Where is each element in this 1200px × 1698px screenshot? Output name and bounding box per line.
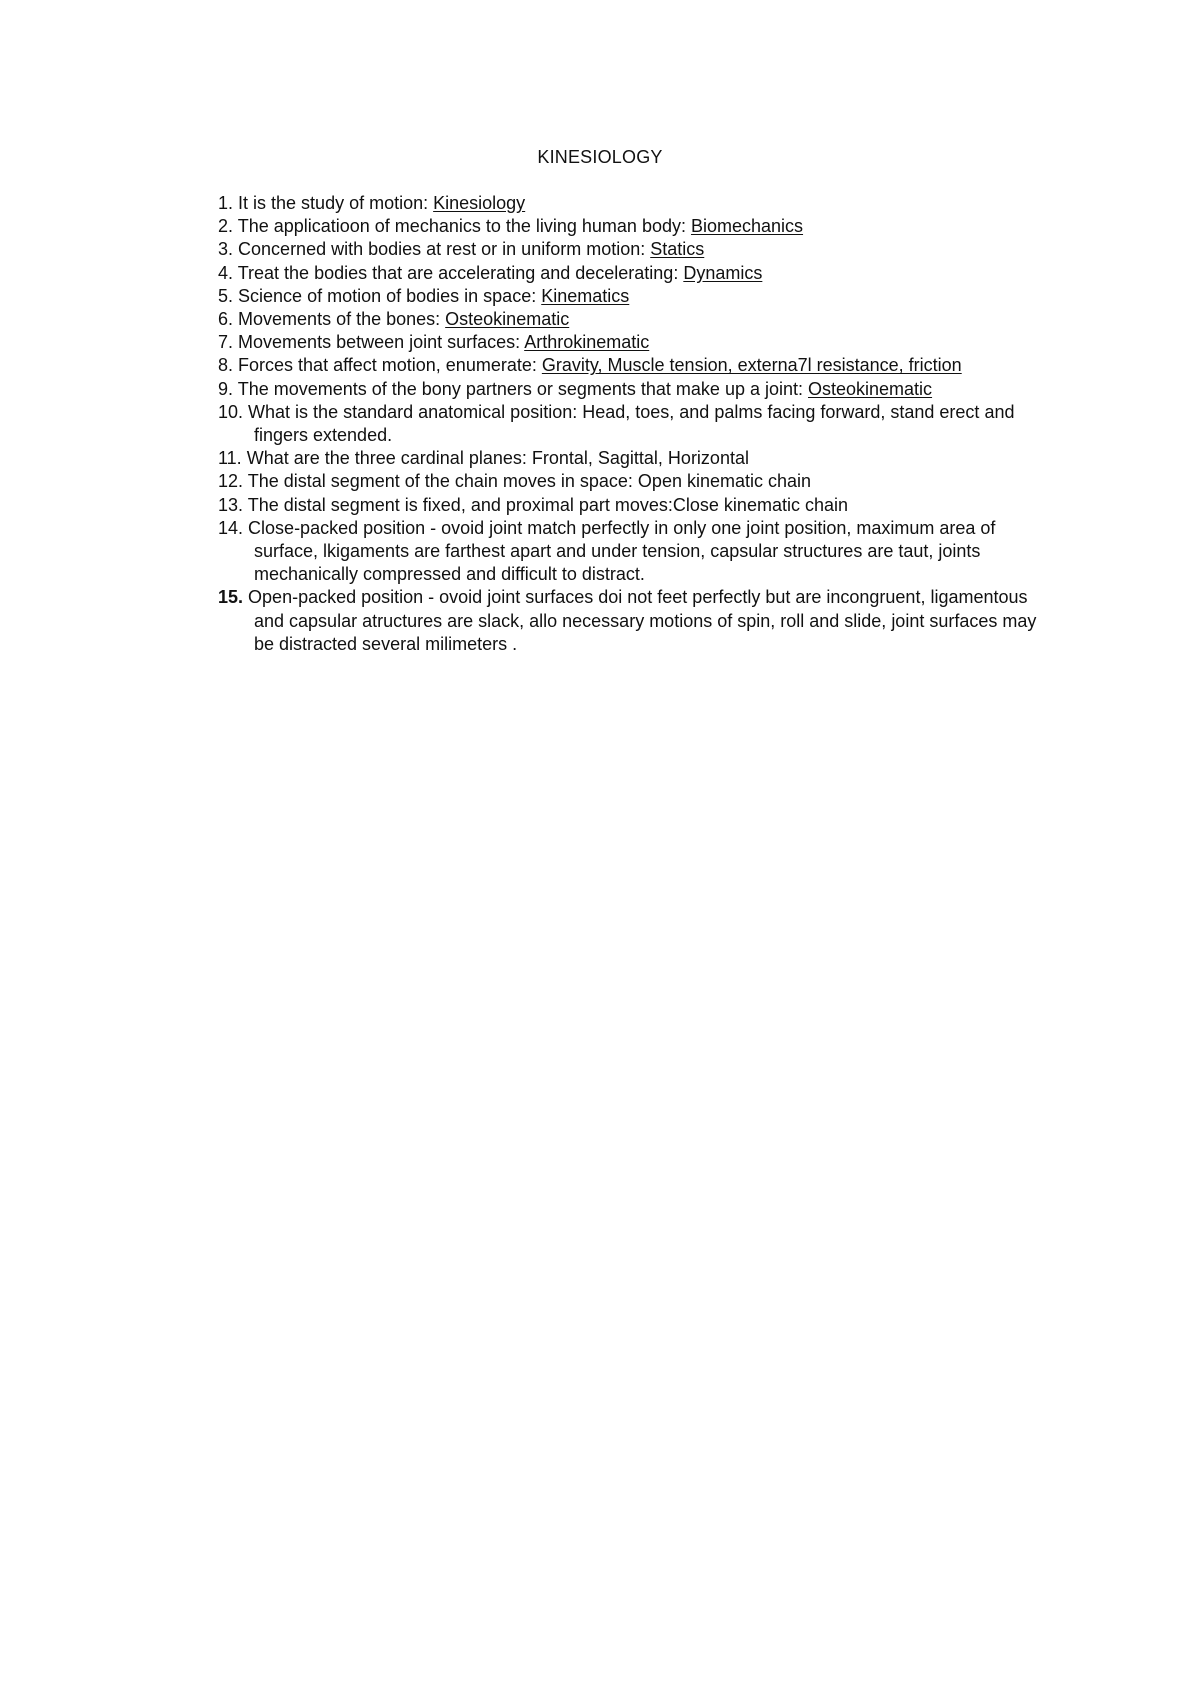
- item-answer: Gravity, Muscle tension, externa7l resistance, friction: [541, 355, 962, 376]
- list-item: [218, 401, 1048, 447]
- item-text: What are the three cardinal planes: Frontal, Sagittal, Horizontal: [246, 448, 749, 469]
- list-item: [218, 378, 1048, 401]
- item-answer: Arthrokinematic: [524, 332, 650, 353]
- list-item: [218, 192, 1048, 215]
- item-number: 12.: [218, 471, 244, 492]
- item-text: It is the study of motion:: [238, 193, 434, 213]
- question-list: [218, 192, 1048, 656]
- item-number: 2.: [218, 216, 234, 237]
- item-number: 5.: [218, 285, 234, 306]
- list-item: [218, 215, 1048, 238]
- document-title: KINESIOLOGY: [537, 147, 663, 167]
- list-item: [218, 517, 1048, 587]
- item-text: Movements of the bones:: [238, 309, 446, 330]
- list-item: [218, 262, 1048, 285]
- item-number: 11.: [218, 448, 242, 469]
- item-number: 1.: [218, 193, 234, 213]
- item-text: The distal segment is fixed, and proximal part moves:Close kinematic chain: [247, 494, 848, 515]
- list-item: [218, 354, 1048, 377]
- item-number: 14.: [218, 517, 244, 538]
- item-text: Movements between joint surfaces:: [238, 332, 525, 353]
- item-number: 7.: [218, 332, 234, 353]
- item-text: Concerned with bodies at rest or in uniform motion:: [238, 239, 651, 260]
- item-number: 4.: [218, 262, 234, 283]
- item-number: 8.: [218, 355, 234, 376]
- list-item: [218, 586, 1048, 656]
- item-text: The applicatioon of mechanics to the living human body:: [237, 216, 691, 237]
- item-number: 3.: [218, 239, 234, 260]
- item-number: 6.: [218, 309, 234, 330]
- item-answer: Osteokinematic: [808, 378, 933, 399]
- list-item: [218, 331, 1048, 354]
- list-item: [218, 308, 1048, 331]
- item-answer: Dynamics: [683, 262, 763, 283]
- item-answer: Biomechanics: [690, 216, 804, 237]
- item-text: What is the standard anatomical position: Head, toes, and palms facing forward, stand erect and fingers extended.: [248, 401, 1015, 446]
- item-number: 9.: [218, 378, 234, 399]
- item-answer: Osteokinematic: [445, 309, 570, 330]
- item-answer: Kinematics: [541, 285, 630, 306]
- list-item: [218, 470, 1048, 493]
- list-item: [218, 447, 1048, 470]
- item-text: Close-packed position - ovoid joint match perfectly in only one joint position, maximum area of surface, lkigaments are farthest apart and under tension, capsular structures are taut, joints mechanically compressed and difficult to distract.: [248, 517, 996, 585]
- list-item: [218, 494, 1048, 517]
- list-item: [218, 238, 1048, 261]
- item-number: 10.: [218, 401, 244, 422]
- item-answer: Kinesiology: [433, 193, 526, 213]
- item-number: 15.: [218, 587, 244, 608]
- item-answer: Statics: [650, 239, 705, 260]
- item-text: Science of motion of bodies in space:: [238, 285, 542, 306]
- item-text: Treat the bodies that are accelerating and decelerating:: [237, 262, 684, 283]
- item-number: 13.: [218, 494, 244, 515]
- list-item: [218, 285, 1048, 308]
- item-text: The movements of the bony partners or segments that make up a joint:: [237, 378, 808, 399]
- item-text: Open-packed position - ovoid joint surfaces doi not feet perfectly but are incongruent, ligamentous and capsular atructures are slack, allo necessary motions of spin, roll and slide, joint surfaces may be distracted several milimeters .: [248, 587, 1037, 654]
- item-text: The distal segment of the chain moves in space: Open kinematic chain: [247, 471, 812, 492]
- item-text: Forces that affect motion, enumerate:: [238, 355, 542, 376]
